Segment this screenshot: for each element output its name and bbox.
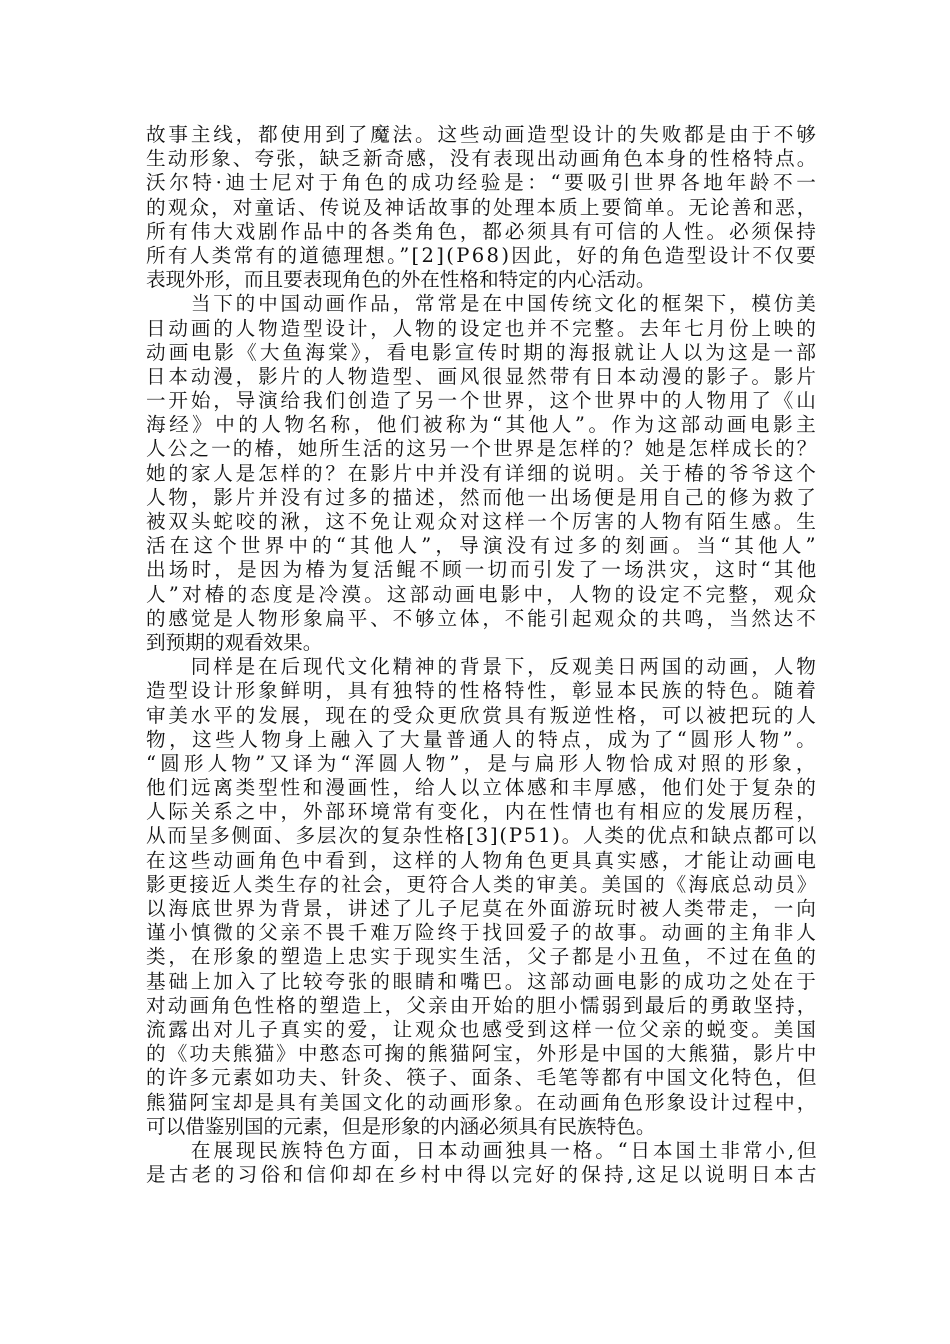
text-line: 可以借鉴别国的元素，但是形象的内涵必须具有民族特色。 (146, 1114, 656, 1138)
text-line: 动画电影《大鱼海棠》，看电影宣传时期的海报就让人以为这是一部 (146, 340, 820, 364)
text-line: 当下的中国动画作品，常常是在中国传统文化的框架下，模仿美 (146, 292, 819, 316)
text-line: 的《功夫熊猫》中憨态可掬的熊猫阿宝，外形是中国的大熊猫，影片中 (146, 1042, 819, 1066)
text-line: 在这些动画角色中看到，这样的人物角色更具真实感，才能让动画电 (146, 848, 819, 872)
text-line: 到预期的观看效果。 (146, 630, 323, 654)
text-line: 人物，影片并没有过多的描述，然而他一出场便是用自己的修为救了 (146, 485, 819, 509)
text-line: 熊猫阿宝却是具有美国文化的动画形象。在动画角色形象设计过程中， (146, 1090, 819, 1114)
text-line: 造型设计形象鲜明，具有独特的性格特性，彰显本民族的特色。随着 (146, 679, 819, 703)
text-line: “圆形人物”又译为“浑圆人物”，是与扁形人物恰成对照的形象， (146, 751, 820, 775)
text-line: 出场时，是因为椿为复活鲲不顾一切而引发了一场洪灾，这时“其他 (146, 558, 820, 582)
text-line: 人”对椿的态度是冷漠。这部动画电影中，人物的设定不完整，观众 (146, 582, 820, 606)
text-line: 物，这些人物身上融入了大量普通人的特点，成为了“圆形人物”。 (146, 727, 820, 751)
text-line: 类，在形象的塑造上忠实于现实生活，父子都是小丑鱼，不过在鱼的 (146, 945, 819, 969)
text-line: 日本动漫，影片的人物造型、画风很显然带有日本动漫的影子。影片 (146, 364, 819, 388)
text-line: 所有人类常有的道德理想。”[2](P68)因此，好的角色造型设计不仅要 (146, 243, 819, 267)
text-line: 表现外形，而且要表现角色的外在性格和特定的内心活动。 (146, 268, 656, 292)
text-line: 审美水平的发展，现在的受众更欣赏具有叛逆性格，可以被把玩的人 (146, 703, 819, 727)
text-line: 对动画角色性格的塑造上，父亲由开始的胆小懦弱到最后的勇敢坚持， (146, 993, 819, 1017)
text-line: 沃尔特·迪士尼对于角色的成功经验是：“要吸引世界各地年龄不一 (146, 171, 820, 195)
text-line: 在展现民族特色方面，日本动画独具一格。“日本国土非常小,但 (146, 1138, 820, 1162)
text-line: 基础上加入了比较夸张的眼睛和嘴巴。这部动画电影的成功之处在于 (146, 969, 819, 993)
text-line: 是古老的习俗和信仰却在乡村中得以完好的保持,这足以说明日本古 (146, 1163, 820, 1187)
body-text (146, 123, 820, 1187)
text-line: 同样是在后现代文化精神的背景下，反观美日两国的动画，人物 (146, 655, 819, 679)
text-line: 以海底世界为背景，讲述了儿子尼莫在外面游玩时被人类带走，一向 (146, 897, 819, 920)
text-line: 海经》中的人物名称，他们被称为“其他人”。作为这部动画电影主 (146, 413, 820, 437)
text-line: 的感觉是人物形象扁平、不够立体，不能引起观众的共鸣，当然达不 (146, 606, 819, 630)
text-line: 的观众，对童话、传说及神话故事的处理本质上要简单。无论善和恶， (146, 195, 819, 219)
text-line: 从而呈多侧面、多层次的复杂性格[3](P51)。人类的优点和缺点都可以 (146, 824, 818, 848)
text-line: 一开始，导演给我们创造了另一个世界，这个世界中的人物用了《山 (146, 389, 819, 413)
text-line: 他们远离类型性和漫画性，给人以立体感和丰厚感，他们处于复杂的 (146, 776, 819, 800)
text-line: 活在这个世界中的“其他人”，导演没有过多的刻画。当“其他人” (146, 534, 820, 558)
text-line: 被双头蛇咬的湫，这不免让观众对这样一个厉害的人物有陌生感。生 (146, 510, 819, 533)
text-line: 流露出对儿子真实的爱，让观众也感受到这样一位父亲的蜕变。美国 (146, 1017, 819, 1041)
text-line: 生动形象、夸张，缺乏新奇感，没有表现出动画角色本身的性格特点。 (146, 147, 819, 171)
text-line: 故事主线，都使用到了魔法。这些动画造型设计的失败都是由于不够 (146, 123, 819, 146)
text-line: 影更接近人类生存的社会，更符合人类的审美。美国的《海底总动员》 (146, 872, 819, 896)
text-line: 所有伟大戏剧作品中的各类角色，都必须具有可信的人性。必须保持 (146, 219, 819, 243)
text-line: 人际关系之中，外部环境常有变化，内在性情也有相应的发展历程， (146, 800, 819, 824)
text-line: 的许多元素如功夫、针灸、筷子、面条、毛笔等都有中国文化特色，但 (146, 1066, 819, 1090)
text-line: 日动画的人物造型设计，人物的设定也并不完整。去年七月份上映的 (146, 316, 819, 340)
text-line: 她的家人是怎样的？在影片中并没有详细的说明。关于椿的爷爷这个 (146, 461, 819, 485)
text-line: 人公之一的椿，她所生活的这另一个世界是怎样的？她是怎样成长的？ (146, 437, 819, 461)
text-line: 谨小慎微的父亲不畏千难万险终于找回爱子的故事。动画的主角非人 (146, 921, 819, 945)
